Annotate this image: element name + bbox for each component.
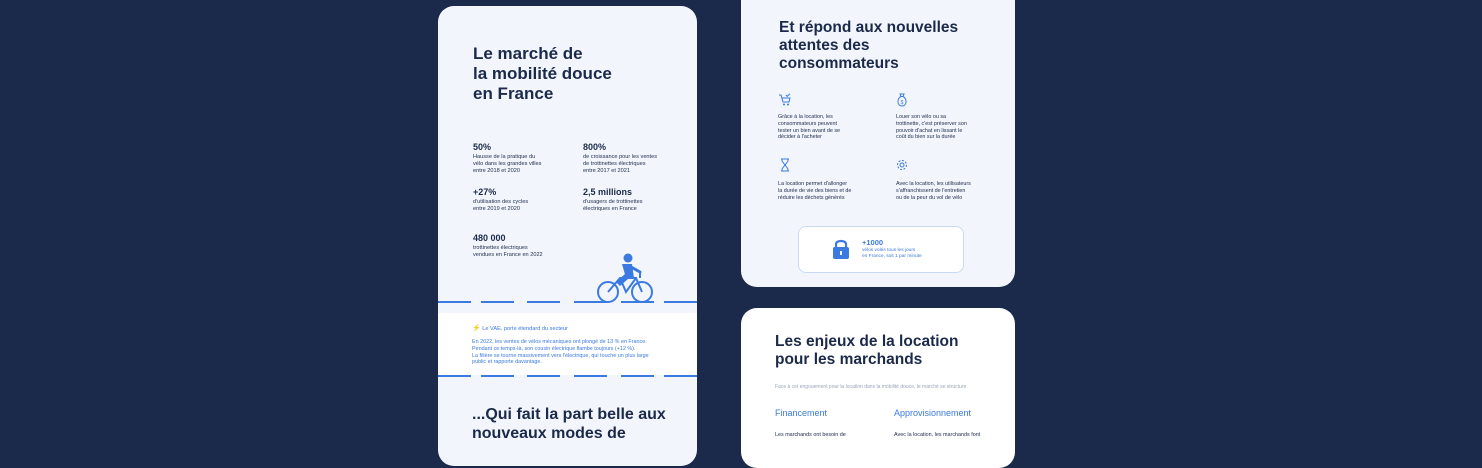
road-dash <box>527 375 560 377</box>
stat-value: 480 000 <box>473 233 506 243</box>
road-dashes <box>438 375 697 377</box>
road-dash <box>664 375 697 377</box>
cart-check-icon <box>778 93 792 107</box>
stat-item <box>473 187 573 213</box>
vae-body-line: En 2022, les ventes de vélos mécaniques ont plongé de 13 % en France. <box>472 339 647 345</box>
vae-heading <box>472 324 568 332</box>
stat-value: 2,5 millions <box>583 187 633 197</box>
stat-desc-line: entre 2019 et 2020 <box>473 205 520 212</box>
column-text: Les marchands ont besoin de <box>775 432 846 438</box>
stat-desc-line: Hausse de la pratique du <box>473 154 536 160</box>
stat-description <box>473 245 573 259</box>
stat-desc-line: vélo dans les grandes villes <box>473 160 542 167</box>
vae-body-line: public et rapporte davantage. <box>472 359 542 366</box>
feature-text-line: tester un bien avant de se <box>778 127 841 134</box>
gear-icon <box>895 158 909 172</box>
column-heading-financement: Financement <box>775 408 828 418</box>
hourglass-icon <box>778 158 792 172</box>
road-dash <box>621 375 654 377</box>
road-dash <box>664 301 697 303</box>
road-dash <box>527 301 560 303</box>
stat-item <box>473 142 573 174</box>
market-title-line: Le marché de <box>473 44 583 63</box>
next-title-line: nouveaux modes de <box>472 425 626 442</box>
feature-text <box>896 181 996 201</box>
promo-value: +1000 <box>862 238 884 247</box>
road-dash <box>574 301 607 303</box>
road-dash <box>481 375 514 377</box>
stat-description <box>583 199 693 213</box>
feature-text-line: ou de la peur du vol de vélo <box>896 194 963 201</box>
expectations-title <box>779 19 958 73</box>
stat-desc-line: de trottinettes électriques <box>583 160 646 167</box>
stakes-card <box>741 308 1015 468</box>
stat-value: 50% <box>473 142 492 152</box>
feature-text-line: décider à l'acheter <box>778 134 822 141</box>
promo-description <box>862 248 952 260</box>
vae-section <box>438 313 697 375</box>
promo-desc-line: en France, soit 1 par minute <box>862 254 922 259</box>
vae-heading-text: Le VAE, porte étendard du secteur <box>482 326 569 332</box>
promo-desc-line: vélos volés tous les jours <box>862 248 916 253</box>
stat-desc-line: trottinettes électriques <box>473 245 528 251</box>
column-text: Avec la location, les marchands font <box>894 432 981 438</box>
feature-text-line: Grâce à la location, les <box>778 114 833 120</box>
road-dash <box>621 301 654 303</box>
stat-item <box>473 233 573 259</box>
feature-text-line: La location permet d'allonger <box>778 181 848 187</box>
cyclist-icon <box>596 252 656 304</box>
road-dash <box>438 375 471 377</box>
road-dash <box>438 301 471 303</box>
stat-desc-line: entre 2018 et 2020 <box>473 167 520 174</box>
road-dashes <box>438 301 697 303</box>
feature-text-line: pouvoir d'achat en lissant le <box>896 127 963 134</box>
market-card <box>438 6 697 466</box>
stakes-title <box>775 333 958 369</box>
stat-description <box>473 154 573 174</box>
vae-body-line: Pendant ce temps-là, son cousin électrique flambe toujours (+12 %). <box>472 345 636 352</box>
column-heading-approvisionnement: Approvisionnement <box>894 408 972 418</box>
next-title-line: ...Qui fait la part belle aux <box>472 406 666 423</box>
stat-description <box>473 199 573 213</box>
stat-description <box>583 154 693 174</box>
next-section-title <box>472 405 666 443</box>
market-title <box>473 44 612 104</box>
expectations-title-line: attentes des <box>779 37 870 54</box>
feature-text <box>778 114 874 141</box>
stat-desc-line: d'utilisation des cycles <box>473 199 529 205</box>
market-title-line: en France <box>473 84 554 103</box>
feature-text-line: Avec la location, les utilisateurs <box>896 181 971 187</box>
stakes-title-line: pour les marchands <box>775 351 923 368</box>
road-dash <box>574 375 607 377</box>
expectations-title-line: consommateurs <box>779 55 899 72</box>
stat-item <box>583 142 693 174</box>
lock-icon <box>832 238 850 260</box>
stakes-intro: Face à cet engouement pour la location dans la mobilité douce, le marché se structure <box>775 384 967 390</box>
feature-text-line: coût du bien sur la durée <box>896 134 956 141</box>
stakes-title-line: Les enjeux de la location <box>775 333 959 350</box>
feature-text-line: Louer son vélo ou sa <box>896 114 947 120</box>
expectations-title-line: Et répond aux nouvelles <box>779 19 959 36</box>
stat-desc-line: de croissance pour les ventes <box>583 154 658 160</box>
lightning-icon: ⚡ <box>472 325 481 332</box>
feature-text-line: consommateurs peuvent <box>778 120 838 127</box>
feature-text-line: s'affranchissent de l'entretien <box>896 187 966 194</box>
feature-text-line: réduire les déchets générés <box>778 194 845 201</box>
stat-value: 800% <box>583 142 607 152</box>
stat-desc-line: électriques en France <box>583 205 637 212</box>
stat-item <box>583 187 693 213</box>
stat-desc-line: d'usagers de trottinettes <box>583 199 643 205</box>
feature-text-line: trottinette, c'est préserver son <box>896 120 967 127</box>
vae-body <box>472 339 672 366</box>
stat-desc-line: vendues en France en 2022 <box>473 251 543 258</box>
stat-value: +27% <box>473 187 497 197</box>
feature-text <box>778 181 874 201</box>
market-title-line: la mobilité douce <box>473 64 612 83</box>
vae-body-line: La filière se tourne massivement vers l'électrique, qui touche un plus large <box>472 352 649 359</box>
svg-text:$: $ <box>900 100 904 106</box>
stat-desc-line: entre 2017 et 2021 <box>583 167 630 174</box>
feature-text-line: la durée de vie des biens et de <box>778 187 852 194</box>
stolen-bikes-card <box>798 226 964 273</box>
money-bag-icon <box>895 93 909 107</box>
feature-text <box>896 114 996 141</box>
road-dash <box>481 301 514 303</box>
expectations-card <box>741 0 1015 287</box>
